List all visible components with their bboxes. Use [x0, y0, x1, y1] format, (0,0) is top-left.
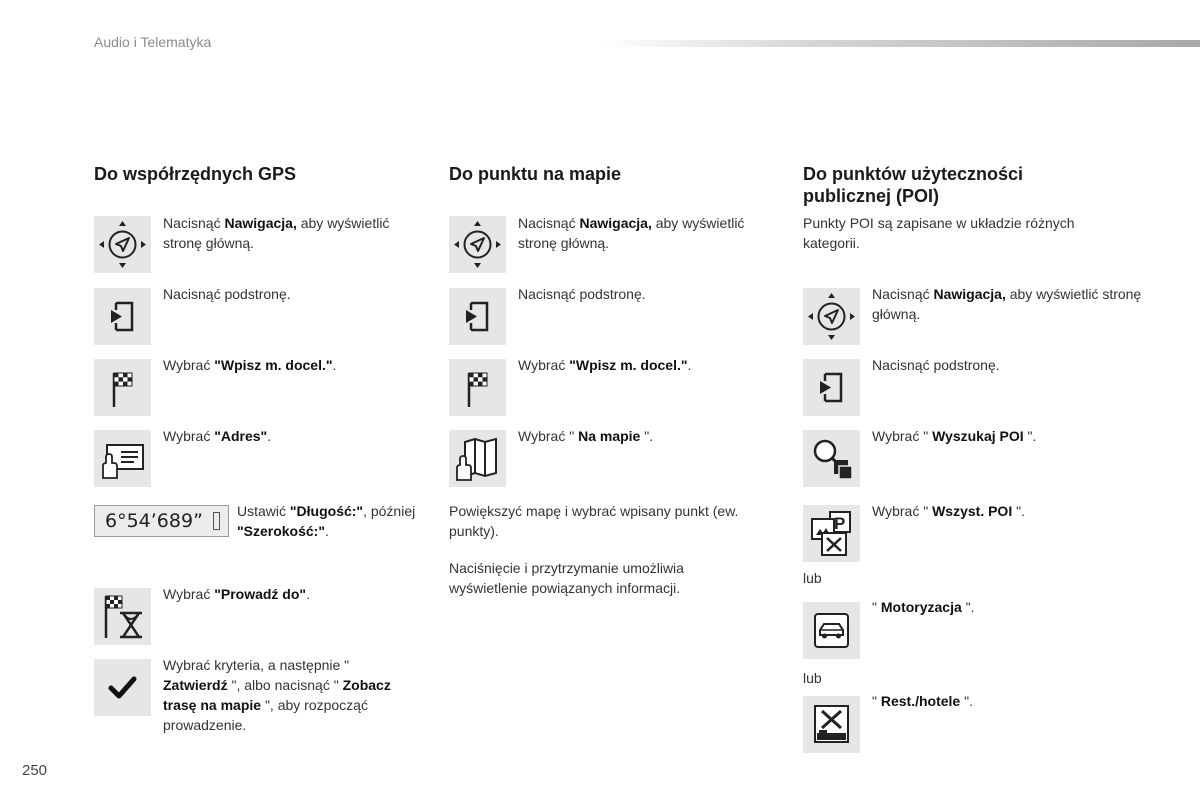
step-text: Wybrać "Wpisz m. docel.".: [518, 357, 692, 373]
navigation-icon: [449, 216, 506, 273]
step-text: Wybrać " Wyszukaj POI ".: [872, 428, 1037, 444]
step-text: Wybrać "Wpisz m. docel.".: [163, 357, 337, 373]
guide-to-flag-icon: [94, 588, 151, 645]
navigation-icon: [803, 288, 860, 345]
step-text: " Motoryzacja ".: [872, 599, 975, 615]
subpage-icon: [94, 288, 151, 345]
cursor-icon: [213, 512, 220, 530]
or-label: lub: [803, 670, 822, 686]
step-text: Wybrać kryteria, a następnie " Zatwierdź ", albo nacisnąć " Zobacz trasę na mapie ", aby rozpocząć prowadzenie.: [163, 657, 391, 733]
checkmark-icon: [94, 659, 151, 716]
step-text: Wybrać " Wszyst. POI ".: [872, 503, 1025, 519]
subpage-icon: [803, 359, 860, 416]
header-bar: [600, 40, 1200, 47]
restaurant-hotel-icon: [803, 696, 860, 753]
destination-flag-icon: [94, 359, 151, 416]
paragraph: Naciśnięcie i przytrzymanie umożliwia wyświetlenie powiązanych informacji.: [449, 560, 684, 596]
column-gps-heading: Do współrzędnych GPS: [94, 164, 297, 184]
car-icon: [803, 602, 860, 659]
step-text: " Rest./hotele ".: [872, 693, 973, 709]
paragraph: Punkty POI są zapisane w układzie różnych kategorii.: [803, 215, 1075, 251]
step-text: Wybrać " Na mapie ".: [518, 428, 654, 444]
step-text: Nacisnąć podstronę.: [872, 357, 1000, 373]
subpage-icon: [449, 288, 506, 345]
coordinate-field: [94, 505, 229, 537]
coordinate-value: 6°54’689”: [105, 510, 203, 532]
step-text: Nacisnąć Nawigacja, aby wyświetlić stronę główną.: [872, 286, 1142, 322]
destination-flag-icon: [449, 359, 506, 416]
search-poi-icon: [803, 430, 860, 487]
column-poi-heading: Do punktów użyteczności publicznej (POI): [803, 164, 1024, 206]
step-text: Wybrać "Adres".: [163, 428, 272, 444]
paragraph: Powiększyć mapę i wybrać wpisany punkt (ew. punkty).: [449, 503, 739, 539]
header-title: Audio i Telematyka: [94, 34, 212, 50]
or-label: lub: [803, 570, 822, 586]
step-text: Wybrać "Prowadź do".: [163, 586, 310, 602]
address-card-icon: [94, 430, 151, 487]
step-text: Nacisnąć Nawigacja, aby wyświetlić stronę główną.: [518, 215, 745, 251]
step-text: Nacisnąć podstronę.: [518, 286, 646, 302]
page-number: 250: [22, 762, 48, 779]
step-text: Nacisnąć podstronę.: [163, 286, 291, 302]
step-text: Ustawić "Długość:", później "Szerokość:".: [237, 503, 416, 539]
all-poi-icon: [803, 505, 860, 562]
map-icon: [449, 430, 506, 487]
navigation-icon: [94, 216, 151, 273]
step-text: Nacisnąć Nawigacja, aby wyświetlić stronę główną.: [163, 215, 390, 251]
column-map-heading: Do punktu na mapie: [449, 164, 622, 184]
